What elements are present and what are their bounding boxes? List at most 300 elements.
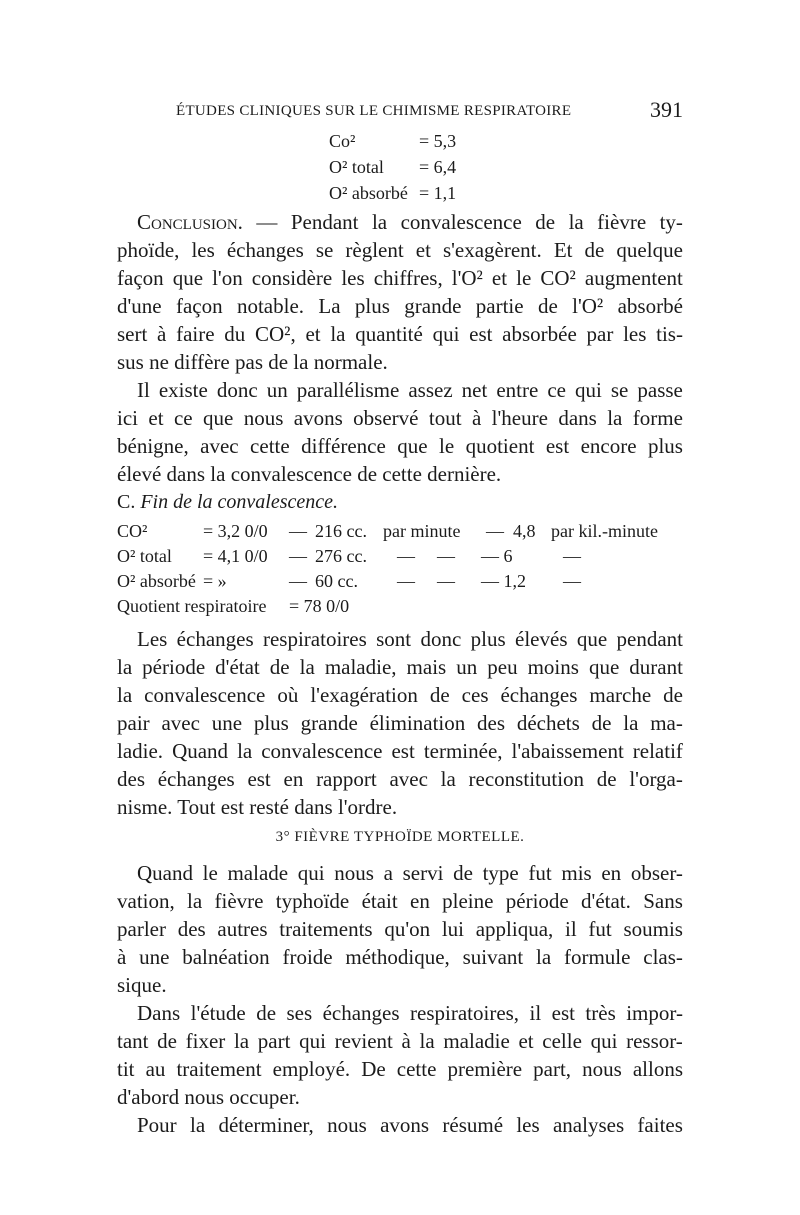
word: avec bbox=[200, 434, 239, 458]
section-heading: 3° FIÈVRE TYPHOÏDE MORTELLE. bbox=[275, 829, 525, 845]
word: à bbox=[471, 406, 482, 430]
word: ladie. bbox=[117, 739, 164, 763]
word: — bbox=[256, 210, 278, 234]
word: traitements bbox=[279, 917, 373, 941]
word: est bbox=[551, 1001, 575, 1025]
word: considère bbox=[251, 266, 333, 290]
word: en bbox=[410, 889, 430, 913]
word: 60 cc. bbox=[315, 571, 358, 591]
word: la bbox=[371, 210, 388, 234]
text-line-last: nisme. Tout est resté dans l'ordre. bbox=[117, 795, 398, 819]
word: Quotient respiratoire bbox=[117, 596, 267, 616]
text-line bbox=[117, 322, 683, 350]
word: obser- bbox=[630, 861, 683, 885]
text-line bbox=[117, 266, 683, 294]
formula-o2-total bbox=[329, 157, 529, 181]
word: de bbox=[663, 683, 683, 707]
word: Il bbox=[137, 378, 150, 402]
word: ce bbox=[547, 378, 566, 402]
word: = » bbox=[203, 571, 227, 591]
word: la bbox=[607, 406, 623, 430]
word: sont bbox=[376, 627, 412, 651]
word: durant bbox=[629, 655, 683, 679]
word: la bbox=[117, 683, 133, 707]
word: forme bbox=[632, 406, 683, 430]
word: première bbox=[447, 1057, 523, 1081]
word: de bbox=[157, 1029, 177, 1053]
word: échanges bbox=[322, 1001, 400, 1025]
word: de bbox=[584, 238, 605, 262]
word: suivant bbox=[462, 945, 524, 969]
word: nous bbox=[334, 861, 374, 885]
word: terminée, bbox=[423, 739, 503, 763]
word: différence bbox=[301, 434, 386, 458]
word: de bbox=[591, 711, 612, 735]
word: règlent bbox=[345, 238, 404, 262]
word: la bbox=[568, 210, 584, 234]
word: servi bbox=[402, 861, 444, 885]
word: qui bbox=[432, 322, 460, 346]
word: autres bbox=[217, 917, 268, 941]
word: la bbox=[237, 739, 253, 763]
word: est bbox=[247, 767, 271, 791]
word: l'étude bbox=[190, 1001, 246, 1025]
formula-label: Co² bbox=[329, 131, 356, 151]
word: respiratoires bbox=[262, 627, 367, 651]
section-subtitle: Fin de la convalescence. bbox=[140, 491, 339, 513]
word: appliqua, bbox=[475, 917, 554, 941]
word: grande bbox=[404, 294, 462, 318]
word: moins bbox=[527, 655, 579, 679]
word: des bbox=[477, 711, 506, 735]
word: façon bbox=[117, 266, 164, 290]
word: part, bbox=[533, 1057, 572, 1081]
word: sert bbox=[117, 322, 148, 346]
word: période bbox=[142, 655, 206, 679]
word: maladie, bbox=[324, 655, 397, 679]
word: augmentent bbox=[584, 266, 683, 290]
word: grande bbox=[300, 711, 358, 735]
word: — 1,2 bbox=[481, 571, 526, 591]
text-line-last: élevé dans la convalescence de cette dernière. bbox=[117, 462, 502, 486]
word: échanges bbox=[176, 627, 254, 651]
text-line-last: sique. bbox=[117, 973, 167, 997]
word: marche bbox=[589, 683, 652, 707]
word: De bbox=[361, 1057, 386, 1081]
word: CO² bbox=[117, 521, 148, 541]
word: et bbox=[518, 1029, 534, 1053]
word: élevés bbox=[515, 627, 568, 651]
word: les bbox=[516, 1113, 540, 1137]
text-line bbox=[117, 294, 683, 322]
word: ce bbox=[173, 406, 193, 430]
word: part bbox=[257, 1029, 291, 1053]
word: fixer bbox=[185, 1029, 226, 1053]
word: à bbox=[157, 322, 167, 346]
word: ressor- bbox=[626, 1029, 683, 1053]
word: que bbox=[397, 434, 428, 458]
word: type bbox=[482, 861, 519, 885]
word: le bbox=[202, 861, 218, 885]
text-line bbox=[137, 861, 683, 889]
word: impor- bbox=[626, 1001, 683, 1025]
quotient-row bbox=[117, 596, 683, 620]
word: qui bbox=[590, 1029, 618, 1053]
word: formule bbox=[563, 945, 631, 969]
text-line bbox=[117, 655, 683, 683]
word: de bbox=[537, 294, 558, 318]
text-line bbox=[117, 406, 683, 434]
word: avec bbox=[389, 767, 428, 791]
word: tis- bbox=[656, 322, 683, 346]
word: net bbox=[461, 378, 488, 402]
word: encore bbox=[580, 434, 637, 458]
word: clas- bbox=[643, 945, 683, 969]
word: mis bbox=[561, 861, 592, 885]
word: la bbox=[299, 655, 315, 679]
word: pleine bbox=[442, 889, 494, 913]
word: — bbox=[289, 571, 307, 591]
word: Pendant bbox=[290, 210, 359, 234]
word: qu'on bbox=[384, 917, 431, 941]
word: passe bbox=[637, 378, 683, 402]
word: cette bbox=[250, 434, 290, 458]
word: façon bbox=[175, 294, 223, 318]
text-line bbox=[137, 627, 683, 655]
word: cette bbox=[396, 1057, 437, 1081]
word: il bbox=[565, 917, 577, 941]
word: par minute bbox=[383, 521, 461, 541]
text-line bbox=[137, 378, 683, 406]
word: absorbée bbox=[502, 322, 577, 346]
word: que bbox=[172, 266, 204, 290]
word: Quand bbox=[137, 861, 193, 885]
word: la bbox=[189, 1113, 206, 1137]
word: allons bbox=[632, 1057, 683, 1081]
word: méthodique, bbox=[345, 945, 450, 969]
word: l'exagération bbox=[310, 683, 418, 707]
text-line bbox=[137, 210, 683, 238]
text-line bbox=[117, 1057, 683, 1085]
word: qui bbox=[297, 861, 325, 885]
word: échanges bbox=[226, 238, 304, 262]
text-line bbox=[117, 889, 683, 917]
word: de bbox=[453, 861, 473, 885]
word: par kil.-minute bbox=[551, 521, 658, 541]
text-line bbox=[117, 683, 683, 711]
word: reconstitution bbox=[468, 767, 585, 791]
word: notable. bbox=[236, 294, 305, 318]
word: était bbox=[361, 889, 398, 913]
word: est bbox=[391, 739, 415, 763]
word: typhoïde bbox=[275, 889, 350, 913]
text-line bbox=[117, 238, 683, 266]
word: et bbox=[415, 238, 431, 262]
word: — bbox=[437, 546, 455, 566]
formula-label: O² absorbé bbox=[329, 183, 408, 203]
word: d'une bbox=[117, 294, 162, 318]
word: les bbox=[623, 322, 647, 346]
word: de bbox=[256, 1001, 277, 1025]
table-row bbox=[117, 546, 683, 570]
word: d'état bbox=[215, 655, 260, 679]
word: en bbox=[601, 861, 622, 885]
word: plus bbox=[647, 434, 683, 458]
word: et bbox=[148, 406, 164, 430]
word: fièvre bbox=[214, 889, 264, 913]
text-line bbox=[137, 1001, 683, 1029]
formula-label: O² total bbox=[329, 157, 384, 177]
word: nous bbox=[582, 1057, 622, 1081]
word: lui bbox=[441, 917, 464, 941]
word: de bbox=[269, 655, 290, 679]
word: avons bbox=[293, 406, 343, 430]
word: 4,8 bbox=[513, 521, 536, 541]
word: absorbé bbox=[617, 294, 683, 318]
word: élimination bbox=[369, 711, 466, 735]
word: très bbox=[585, 1001, 616, 1025]
word: ma- bbox=[650, 711, 683, 735]
word: fut bbox=[588, 917, 612, 941]
word: faire bbox=[176, 322, 215, 346]
word: qui bbox=[299, 1029, 326, 1053]
word: balnéation bbox=[182, 945, 270, 969]
word: quotient bbox=[465, 434, 535, 458]
word: de bbox=[429, 683, 450, 707]
word: par bbox=[586, 322, 614, 346]
word: donc bbox=[216, 378, 258, 402]
word: est bbox=[545, 434, 570, 458]
section-c-title bbox=[117, 491, 338, 514]
word: rapport bbox=[316, 767, 377, 791]
word: convalescence bbox=[261, 739, 383, 763]
word: avons bbox=[380, 1113, 430, 1137]
word: 216 cc. bbox=[315, 521, 367, 541]
word: — bbox=[437, 571, 455, 591]
word: au bbox=[145, 1057, 166, 1081]
text-line bbox=[117, 917, 683, 945]
word: celle bbox=[542, 1029, 582, 1053]
word: bénigne, bbox=[117, 434, 189, 458]
word: — bbox=[397, 546, 415, 566]
table-row bbox=[117, 571, 683, 595]
word: = 4,1 0/0 bbox=[203, 546, 268, 566]
word: la bbox=[233, 1029, 250, 1053]
text-line bbox=[117, 434, 683, 462]
word: ty- bbox=[659, 210, 683, 234]
text-line bbox=[117, 767, 683, 795]
word: et bbox=[305, 322, 321, 346]
word: vation, bbox=[117, 889, 175, 913]
word: O² absorbé bbox=[117, 571, 196, 591]
word: donc bbox=[420, 627, 462, 651]
word: CO² bbox=[540, 266, 576, 290]
text-line bbox=[117, 739, 683, 767]
word: l'O² bbox=[451, 266, 483, 290]
word: pair bbox=[117, 711, 150, 735]
word: 276 cc. bbox=[315, 546, 367, 566]
word: une bbox=[211, 711, 243, 735]
word: quelque bbox=[616, 238, 683, 262]
word: analyses bbox=[552, 1113, 625, 1137]
text-line bbox=[117, 945, 683, 973]
word: quantité bbox=[355, 322, 423, 346]
word: = 78 0/0 bbox=[289, 596, 350, 616]
word: en bbox=[283, 767, 304, 791]
word: traitement bbox=[176, 1057, 262, 1081]
word: un bbox=[456, 655, 478, 679]
word: déchets bbox=[516, 711, 580, 735]
word: Quand bbox=[172, 739, 229, 763]
word: partie bbox=[475, 294, 524, 318]
word: parallélisme bbox=[296, 378, 400, 402]
conclusion-lead: Conclusion. bbox=[137, 210, 243, 234]
word: malade bbox=[227, 861, 289, 885]
word: un bbox=[266, 378, 288, 402]
word: assez bbox=[408, 378, 453, 402]
word: Dans bbox=[137, 1001, 181, 1025]
word: nous bbox=[243, 406, 284, 430]
word: que bbox=[202, 406, 234, 430]
word: faites bbox=[637, 1113, 683, 1137]
word: échanges bbox=[500, 683, 578, 707]
word: convalescence bbox=[144, 683, 266, 707]
word: mais bbox=[406, 655, 447, 679]
formula-value: = 1,1 bbox=[419, 183, 457, 203]
word: la bbox=[187, 889, 203, 913]
word: déterminer, bbox=[218, 1113, 314, 1137]
word: que bbox=[576, 627, 608, 651]
word: pendant bbox=[616, 627, 683, 651]
word: ses bbox=[286, 1001, 313, 1025]
word: maladie bbox=[443, 1029, 510, 1053]
word: de bbox=[535, 210, 556, 234]
word: plus bbox=[253, 711, 289, 735]
word: ces bbox=[461, 683, 489, 707]
word: période bbox=[505, 889, 569, 913]
word: nous bbox=[327, 1113, 367, 1137]
word: l'on bbox=[212, 266, 243, 290]
word: observé bbox=[353, 406, 419, 430]
word: plus bbox=[354, 294, 390, 318]
word: de bbox=[596, 767, 617, 791]
word: la bbox=[623, 711, 639, 735]
word: tout bbox=[428, 406, 462, 430]
running-head: ÉTUDES CLINIQUES SUR LE CHIMISME RESPIRATOIRE bbox=[176, 103, 572, 119]
word: la bbox=[440, 767, 456, 791]
word: et bbox=[491, 266, 508, 290]
word: — bbox=[289, 546, 307, 566]
word: les bbox=[341, 266, 365, 290]
word: employé. bbox=[272, 1057, 351, 1081]
word: s'exagèrent. bbox=[442, 238, 542, 262]
word: froide bbox=[282, 945, 333, 969]
text-line-last: d'abord nous occuper. bbox=[117, 1085, 300, 1109]
word: existe bbox=[158, 378, 208, 402]
word: à bbox=[401, 1029, 411, 1053]
word: relatif bbox=[632, 739, 683, 763]
word: tant bbox=[117, 1029, 149, 1053]
word: plus bbox=[470, 627, 506, 651]
word: Les bbox=[137, 627, 168, 651]
word: entre bbox=[496, 378, 539, 402]
section-letter: C. bbox=[117, 491, 136, 513]
word: le bbox=[439, 434, 455, 458]
word: l'orga- bbox=[629, 767, 683, 791]
word: Sans bbox=[643, 889, 683, 913]
word: du bbox=[224, 322, 246, 346]
word: le bbox=[516, 266, 532, 290]
word: à bbox=[117, 945, 127, 969]
word: des bbox=[177, 917, 206, 941]
word: l'O² bbox=[572, 294, 604, 318]
word: = 3,2 0/0 bbox=[203, 521, 268, 541]
text-line bbox=[117, 711, 683, 739]
word: l'abaissement bbox=[511, 739, 624, 763]
word: dans bbox=[558, 406, 597, 430]
word: chiffres, bbox=[373, 266, 443, 290]
word: d'état. bbox=[581, 889, 631, 913]
word: O² total bbox=[117, 546, 172, 566]
word: convalescence bbox=[400, 210, 522, 234]
word: une bbox=[139, 945, 170, 969]
table-row bbox=[117, 521, 683, 545]
word: Et bbox=[553, 238, 573, 262]
word: qui bbox=[575, 378, 602, 402]
word: avec bbox=[161, 711, 200, 735]
word: — bbox=[563, 571, 581, 591]
text-line bbox=[137, 1113, 683, 1141]
word: la bbox=[419, 1029, 435, 1053]
formula-value: = 5,3 bbox=[419, 131, 457, 151]
text-line bbox=[117, 1029, 683, 1057]
word: peu bbox=[487, 655, 518, 679]
word: CO², bbox=[255, 322, 296, 346]
word: la bbox=[536, 945, 552, 969]
word: fièvre bbox=[597, 210, 647, 234]
word: — bbox=[289, 521, 307, 541]
word: est bbox=[469, 322, 493, 346]
word: ici bbox=[117, 406, 138, 430]
word: se bbox=[610, 378, 629, 402]
word: — bbox=[397, 571, 415, 591]
word: soumis bbox=[623, 917, 683, 941]
word: fut bbox=[528, 861, 552, 885]
word: a bbox=[383, 861, 393, 885]
word: la bbox=[330, 322, 346, 346]
word: — 6 bbox=[481, 546, 513, 566]
word: — bbox=[563, 546, 581, 566]
word: des bbox=[117, 767, 145, 791]
formula-value: = 6,4 bbox=[419, 157, 457, 177]
word: se bbox=[315, 238, 334, 262]
word: il bbox=[529, 1001, 542, 1025]
word: tit bbox=[117, 1057, 135, 1081]
word: l'heure bbox=[491, 406, 548, 430]
word: que bbox=[588, 655, 620, 679]
word: les bbox=[191, 238, 215, 262]
text-line-last: sus ne diffère pas de la normale. bbox=[117, 350, 388, 374]
word: respiratoires, bbox=[410, 1001, 520, 1025]
word: échanges bbox=[157, 767, 235, 791]
page-header bbox=[117, 97, 683, 127]
word: la bbox=[117, 655, 133, 679]
word: Pour bbox=[137, 1113, 177, 1137]
word: — bbox=[486, 521, 504, 541]
page-number: 391 bbox=[650, 97, 683, 122]
word: La bbox=[318, 294, 341, 318]
word: parler bbox=[117, 917, 166, 941]
